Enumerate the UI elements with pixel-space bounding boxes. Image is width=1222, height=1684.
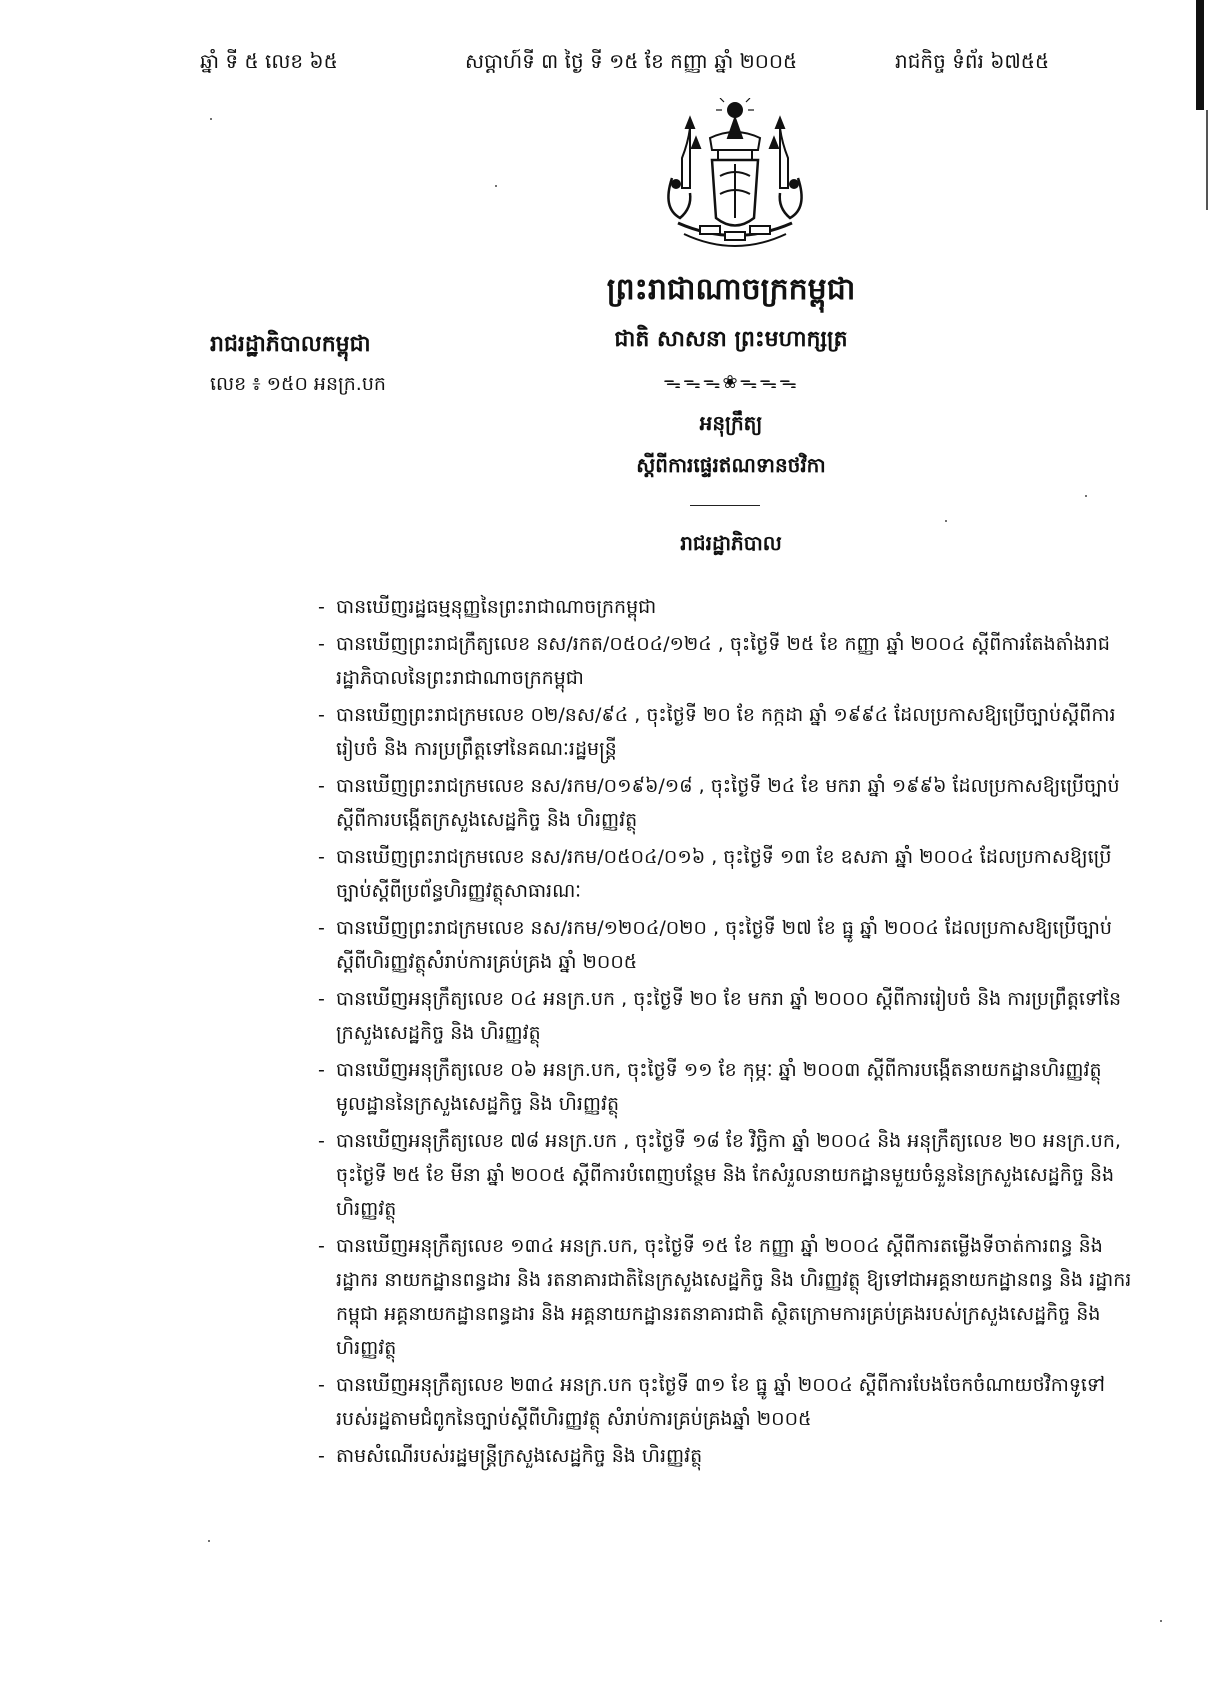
- scan-speck: [1085, 495, 1087, 497]
- list-item: - បានឃើញរដ្ឋធម្មនុញ្ញនៃព្រះរាជាណាចក្រកម្ពុជា: [318, 590, 1138, 624]
- decorative-flourish: ᯓᯓᯓ❀ᯓᯓᯓ: [663, 372, 799, 393]
- considerations-list: [318, 590, 1138, 1476]
- scan-speck: [208, 1540, 210, 1542]
- list-item: - បានឃើញអនុក្រឹត្យលេខ ០៤ អនក្រ.បក , ចុះថ្ងៃទី ២០ ខែ មករា ឆ្នាំ ២០០០ ស្តីពីការរៀបចំ និង ការប្រព្រឹត្តទៅនៃក្រសួងសេដ្ឋកិច្ច និង ហិរញ្ញវត្ថុ: [318, 982, 1138, 1050]
- list-item: - បានឃើញព្រះរាជក្រឹត្យលេខ នស/រកត/០៥០៤/១២៤ , ចុះថ្ងៃទី ២៥ ខែ កញ្ញា ឆ្នាំ ២០០៤ ស្តីពីការតែងតាំងរាជរដ្ឋាភិបាលនៃព្រះរាជាណាចក្រកម្ពុជា: [318, 627, 1138, 695]
- scan-edge-mark-lower: [1206, 110, 1208, 210]
- list-item: - បានឃើញព្រះរាជក្រមលេខ នស/រកម/១២០៤/០២០ , ចុះថ្ងៃទី ២៧ ខែ ធ្នូ ឆ្នាំ ២០០៤ ដែលប្រកាសឱ្យប្រើច្បាប់ស្តីពីហិរញ្ញវត្ថុសំរាប់ការគ្រប់គ្រង ឆ្នាំ ២០០៥: [318, 911, 1138, 979]
- list-item: - បានឃើញព្រះរាជក្រមលេខ នស/រកម/០១៩៦/១៨ , ចុះថ្ងៃទី ២៤ ខែ មករា ឆ្នាំ ១៩៩៦ ដែលប្រកាសឱ្យប្រើច្បាប់ស្តីពីការបង្កើតក្រសួងសេដ្ឋកិច្ច និង ហិរញ្ញវត្ថុ: [318, 769, 1138, 837]
- kingdom-title: ព្រះរាជាណាចក្រកម្ពុជា: [606, 272, 856, 307]
- decree-title: អនុក្រឹត្យ: [699, 411, 763, 435]
- list-item: - បានឃើញព្រះរាជក្រមលេខ ០២/នស/៩៤ , ចុះថ្ងៃទី ២០ ខែ កក្កដា ឆ្នាំ ១៩៩៤ ដែលប្រកាសឱ្យប្រើច្បាប់ស្តីពីការរៀបចំ និង ការប្រព្រឹត្តទៅនៃគណៈរដ្ឋមន្ត្រី: [318, 698, 1138, 766]
- scan-speck: [1160, 1620, 1162, 1622]
- title-divider: [690, 505, 760, 506]
- scan-speck: [945, 520, 947, 522]
- list-item: - តាមសំណើរបស់រដ្ឋមន្ត្រីក្រសួងសេដ្ឋកិច្ច និង ហិរញ្ញវត្ថុ: [318, 1439, 1138, 1473]
- scan-speck: [495, 185, 497, 187]
- header-page: រាជកិច្ច ទំព័រ ៦៧៥៥: [895, 49, 1050, 73]
- scan-edge-mark: [1196, 0, 1204, 110]
- list-item: - បានឃើញអនុក្រឹត្យលេខ ២៣៤ អនក្រ.បក ចុះថ្ងៃទី ៣១ ខែ ធ្នូ ឆ្នាំ ២០០៤ ស្តីពីការបែងចែកចំណាយថវិកាទូទៅរបស់រដ្ឋតាមជំពូកនៃច្បាប់ស្តីពីហិរញ្ញវត្ថុ សំរាប់ការគ្រប់គ្រងឆ្នាំ ២០០៥: [318, 1368, 1138, 1436]
- header-date: សប្តាហ៍ទី ៣ ថ្ងៃ ទី ១៥ ខែ កញ្ញា ឆ្នាំ ២០០៥: [465, 49, 798, 73]
- reference-number: លេខ ៖ ១៥០ អនក្រ.បក: [210, 373, 386, 395]
- list-item: - បានឃើញអនុក្រឹត្យលេខ ៧៨ អនក្រ.បក , ចុះថ្ងៃទី ១៨ ខែ វិច្ឆិកា ឆ្នាំ ២០០៤ និង អនុក្រឹត្យលេខ ២០ អនក្រ.បក, ចុះថ្ងៃទី ២៥ ខែ មីនា ឆ្នាំ ២០០៥ ស្តីពីការបំពេញបន្ថែម និង កែសំរួលនាយកដ្ឋានមួយចំនួននៃក្រសួងសេដ្ឋកិច្ច និង ហិរញ្ញវត្ថុ: [318, 1124, 1138, 1226]
- scan-speck: [210, 118, 212, 120]
- national-motto: ជាតិ សាសនា ព្រះមហាក្សត្រ: [614, 327, 848, 352]
- list-item: - បានឃើញអនុក្រឹត្យលេខ ១៣៤ អនក្រ.បក, ចុះថ្ងៃទី ១៥ ខែ កញ្ញា ឆ្នាំ ២០០៤ ស្តីពីការតម្លើងទីចាត់ការពន្ធ និង រដ្ឋាករ នាយកដ្ឋានពន្ធដារ និង រតនាគារជាតិនៃក្រសួងសេដ្ឋកិច្ច និង ហិរញ្ញវត្ថុ ឱ្យទៅជាអគ្គនាយកដ្ឋានពន្ធ និង រដ្ឋាករកម្ពុជា អគ្គនាយកដ្ឋានពន្ធដារ និង អគ្គនាយកដ្ឋានរតនាគារជាតិ ស្ថិតក្រោមការគ្រប់គ្រងរបស់ក្រសួងសេដ្ឋកិច្ច និង ហិរញ្ញវត្ថុ: [318, 1229, 1138, 1365]
- decree-subject: ស្តីពីការផ្ទេរឥណទានថវិកា: [636, 453, 826, 477]
- header-issue: ឆ្នាំ ទី ៥ លេខ ៦៥: [200, 49, 338, 73]
- issuing-authority: រាជរដ្ឋាភិបាលកម្ពុជា: [210, 332, 371, 357]
- royal-coat-of-arms-emblem: [650, 98, 820, 258]
- government-heading: រាជរដ្ឋាភិបាល: [680, 531, 782, 555]
- list-item: - បានឃើញអនុក្រឹត្យលេខ ០៦ អនក្រ.បក, ចុះថ្ងៃទី ១១ ខែ កុម្ភៈ ឆ្នាំ ២០០៣ ស្តីពីការបង្កើតនាយកដ្ឋានហិរញ្ញវត្ថុមូលដ្ឋាននៃក្រសួងសេដ្ឋកិច្ច និង ហិរញ្ញវត្ថុ: [318, 1053, 1138, 1121]
- list-item: - បានឃើញព្រះរាជក្រមលេខ នស/រកម/០៥០៤/០១៦ , ចុះថ្ងៃទី ១៣ ខែ ឧសភា ឆ្នាំ ២០០៤ ដែលប្រកាសឱ្យប្រើច្បាប់ស្តីពីប្រព័ន្ធហិរញ្ញវត្ថុសាធារណៈ: [318, 840, 1138, 908]
